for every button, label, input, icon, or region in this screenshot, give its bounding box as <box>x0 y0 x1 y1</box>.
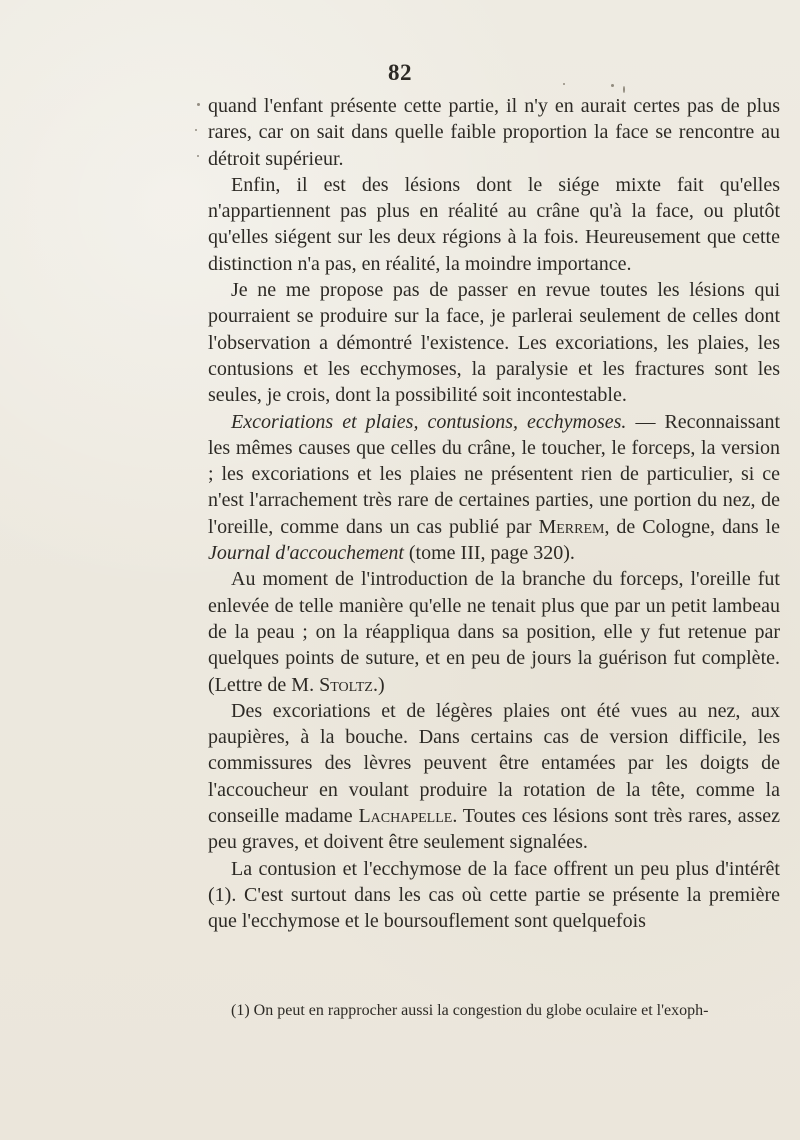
main-text <box>208 93 780 935</box>
paragraph-ear-case <box>208 566 780 697</box>
print-speck <box>197 103 200 106</box>
section-heading: Excoriations et plaies, contusions, ecchymoses. <box>231 410 627 433</box>
print-speck <box>195 129 197 131</box>
minor-wounds-ending: . Toutes ces lésions sont très rares, assez peu graves, et doivent être seulement signalées. <box>208 805 780 854</box>
print-speck <box>611 84 614 87</box>
paragraph-mixed-lesions: Enfin, il est des lésions dont le siége mixte fait qu'elles n'appartiennent pas plus en réalité au crâne qu'à la face, ou plutôt qu'elles siégent sur les deux régions à la fois. Heureusement que cette distinction n'a pas, en réalité, la moindre importance. <box>208 173 780 275</box>
journal-title: Journal d'accouchement <box>208 542 404 565</box>
print-speck <box>623 86 625 93</box>
ear-case-text: Au moment de l'introduction de la branche du forceps, l'oreille fut enlevée de telle manière qu'elle ne tenait plus que par un petit lambeau de la peau ; on la réappliqua dans sa position, elle y fut retenue par quelques points de suture, et en peu de jours la guérison fut complète. (Lettre de M. <box>208 568 780 696</box>
paragraph-continued: quand l'enfant présente cette partie, il n'y en aurait certes pas de plus rares, car on sait dans quelle faible proportion la face se rencontre au détroit supérieur. <box>208 95 780 170</box>
author-name-lachapelle: Lachapelle <box>358 805 453 828</box>
section-text-part-1: — Reconnaissant les mêmes causes que celles du crâne, le toucher, le forceps, la version ; les excoriations et les plaies ne présentent rien de particulier, si ce n'est l'arrachement très rare de certaines parties, une portion du nez, de l'oreille, comme dans un cas publié par <box>208 410 780 538</box>
minor-wounds-text: Des excoriations et de légères plaies ont été vues au nez, aux paupières, à la bouche. Dans certains cas de version difficile, les commissures des lèvres peuvent être entamées par les doigts de l'accoucheur en voulant produire la rotation de la tête, comme la conseille madame <box>208 699 780 828</box>
paragraph-contusion-ecchymosis: La contusion et l'ecchymose de la face offrent un peu plus d'intérêt (1). C'est surtout dans les cas où cette partie se présente la première que l'ecchymose et le boursouflement sont quelquefois <box>208 857 780 933</box>
section-text-part-2: , de Cologne, dans le <box>604 515 780 538</box>
page-number: 82 <box>388 60 412 85</box>
author-name-stoltz: Stoltz <box>319 673 373 696</box>
print-speck <box>197 155 199 157</box>
paragraph-minor-wounds <box>208 698 780 856</box>
print-speck <box>563 83 565 85</box>
footnote: (1) On peut en rapprocher aussi la congestion du globe oculaire et l'exoph- <box>231 1002 709 1019</box>
ear-case-ending: .) <box>372 673 385 696</box>
paragraph-facial-lesions-overview: Je ne me propose pas de passer en revue toutes les lésions qui pourraient se produire sur la face, je parlerai seulement de celles dont l'observation a démontré l'existence. Les excoriations, les plaies, les contusions et les ecchymoses, la paralysie et les fractures sont les seules, je crois, dont la possibilité soit incontestable. <box>208 279 780 407</box>
paragraph-excoriations-section <box>208 409 780 567</box>
author-name-merrem: Merrem <box>538 515 605 538</box>
section-text-part-3: (tome III, page 320). <box>403 542 575 565</box>
